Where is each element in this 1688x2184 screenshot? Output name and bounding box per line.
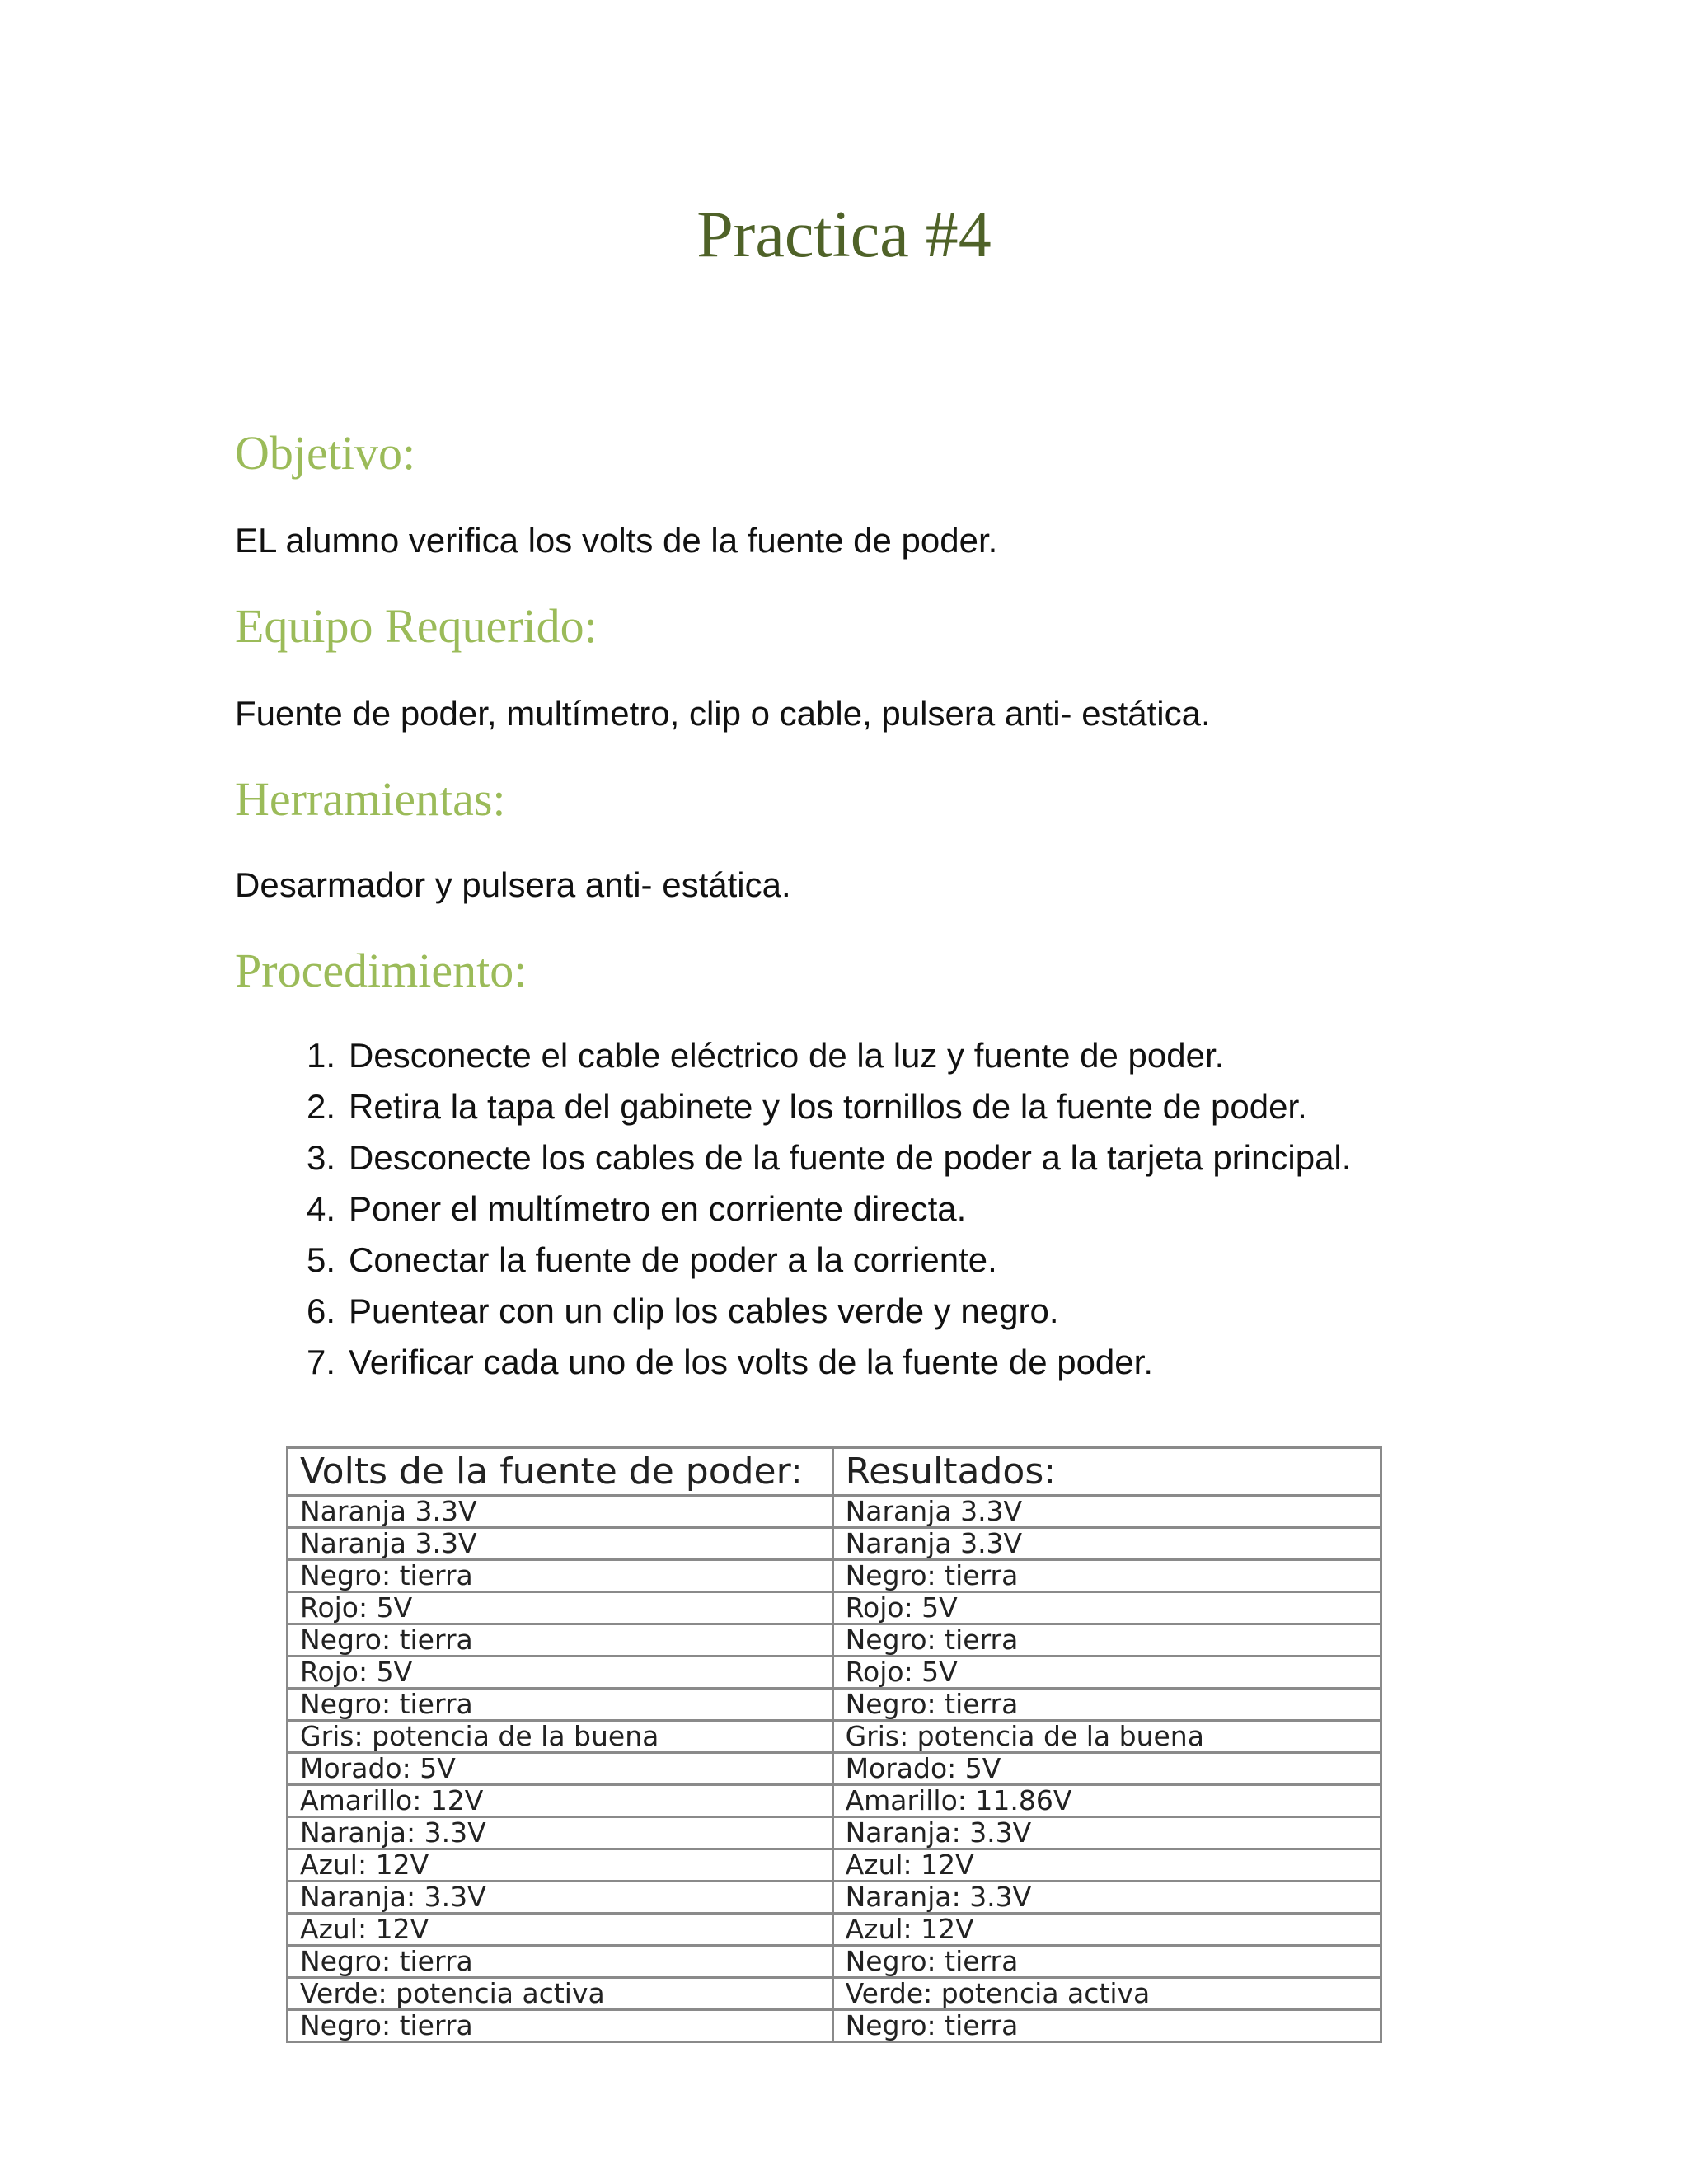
- volts-expected-cell: Negro: tierra: [288, 1560, 833, 1592]
- table-row: [288, 1914, 1381, 1946]
- volts-expected-cell: Morado: 5V: [288, 1753, 833, 1785]
- page-title: Practica #4: [696, 199, 992, 271]
- volts-result-cell: Gris: potencia de la buena: [832, 1721, 1381, 1753]
- volts-expected-cell: Naranja: 3.3V: [288, 1817, 833, 1849]
- objetivo-text: EL alumno verifica los volts de la fuente de poder.: [235, 521, 998, 560]
- step-text: Poner el multímetro en corriente directa.: [349, 1189, 967, 1228]
- volts-expected-cell: Naranja: 3.3V: [288, 1882, 833, 1914]
- equipo-heading: Equipo Requerido:: [235, 599, 598, 653]
- table-row: [288, 1528, 1381, 1560]
- volts-result-cell: Naranja 3.3V: [832, 1496, 1381, 1528]
- step-number: 2.: [306, 1087, 335, 1126]
- volts-result-cell: Morado: 5V: [832, 1753, 1381, 1785]
- table-row: [288, 1946, 1381, 1978]
- volts-result-cell: Negro: tierra: [832, 1560, 1381, 1592]
- volts-result-cell: Negro: tierra: [832, 1946, 1381, 1978]
- step-text: Conectar la fuente de poder a la corriente.: [349, 1240, 997, 1279]
- table-row: [288, 1689, 1381, 1721]
- procedimiento-heading: Procedimiento:: [235, 944, 528, 997]
- volts-expected-cell: Negro: tierra: [288, 1624, 833, 1657]
- step-text: Verificar cada uno de los volts de la fuente de poder.: [349, 1343, 1153, 1381]
- equipo-text: Fuente de poder, multímetro, clip o cable, pulsera anti- estática.: [235, 694, 1211, 733]
- volts-expected-cell: Gris: potencia de la buena: [288, 1721, 833, 1753]
- procedure-step: [235, 1337, 1351, 1388]
- volts-expected-cell: Rojo: 5V: [288, 1657, 833, 1689]
- step-number: 5.: [306, 1240, 335, 1279]
- procedure-list: [235, 1030, 1351, 1388]
- herramientas-text: Desarmador y pulsera anti- estática.: [235, 865, 791, 904]
- table-row: [288, 1753, 1381, 1785]
- table-body: [288, 1496, 1381, 2042]
- volts-result-cell: Verde: potencia activa: [832, 1978, 1381, 2010]
- table-row: [288, 1785, 1381, 1817]
- procedure-step: [235, 1183, 1351, 1235]
- step-text: Puentear con un clip los cables verde y negro.: [349, 1291, 1059, 1330]
- procedure-step: [235, 1081, 1351, 1132]
- table-row: [288, 2010, 1381, 2042]
- step-number: 4.: [306, 1189, 335, 1228]
- volts-expected-cell: Naranja 3.3V: [288, 1496, 833, 1528]
- volts-result-cell: Azul: 12V: [832, 1914, 1381, 1946]
- step-text: Desconecte los cables de la fuente de poder a la tarjeta principal.: [349, 1138, 1352, 1177]
- volts-result-cell: Amarillo: 11.86V: [832, 1785, 1381, 1817]
- column-header-results: Resultados:: [832, 1448, 1381, 1496]
- herramientas-heading: Herramientas:: [235, 772, 506, 826]
- step-number: 3.: [306, 1138, 335, 1177]
- procedure-step: [235, 1286, 1351, 1337]
- step-text: Desconecte el cable eléctrico de la luz y fuente de poder.: [349, 1036, 1225, 1075]
- step-number: 7.: [306, 1343, 335, 1381]
- procedure-step: [235, 1030, 1351, 1081]
- volts-result-cell: Azul: 12V: [832, 1849, 1381, 1882]
- table-row: [288, 1849, 1381, 1882]
- step-text: Retira la tapa del gabinete y los tornillos de la fuente de poder.: [349, 1087, 1307, 1126]
- step-number: 1.: [306, 1036, 335, 1075]
- table-row: [288, 1978, 1381, 2010]
- column-header-volts: Volts de la fuente de poder:: [288, 1448, 833, 1496]
- table-header-row: [288, 1448, 1381, 1496]
- procedure-step: [235, 1132, 1351, 1183]
- volts-expected-cell: Naranja 3.3V: [288, 1528, 833, 1560]
- volts-expected-cell: Azul: 12V: [288, 1849, 833, 1882]
- table-row: [288, 1560, 1381, 1592]
- volts-result-cell: Naranja: 3.3V: [832, 1882, 1381, 1914]
- table-row: [288, 1882, 1381, 1914]
- volts-result-cell: Naranja 3.3V: [832, 1528, 1381, 1560]
- table-row: [288, 1657, 1381, 1689]
- table-row: [288, 1817, 1381, 1849]
- table-row: [288, 1592, 1381, 1624]
- volts-expected-cell: Azul: 12V: [288, 1914, 833, 1946]
- volts-expected-cell: Negro: tierra: [288, 2010, 833, 2042]
- step-number: 6.: [306, 1291, 335, 1330]
- volts-expected-cell: Amarillo: 12V: [288, 1785, 833, 1817]
- volts-result-cell: Rojo: 5V: [832, 1592, 1381, 1624]
- volts-result-cell: Rojo: 5V: [832, 1657, 1381, 1689]
- volts-expected-cell: Rojo: 5V: [288, 1592, 833, 1624]
- objetivo-heading: Objetivo:: [235, 426, 416, 480]
- table-row: [288, 1624, 1381, 1657]
- table-row: [288, 1496, 1381, 1528]
- volts-results-table: [286, 1446, 1382, 2043]
- table-row: [288, 1721, 1381, 1753]
- procedure-step: [235, 1235, 1351, 1286]
- volts-expected-cell: Negro: tierra: [288, 1946, 833, 1978]
- volts-result-cell: Naranja: 3.3V: [832, 1817, 1381, 1849]
- volts-result-cell: Negro: tierra: [832, 1624, 1381, 1657]
- volts-expected-cell: Verde: potencia activa: [288, 1978, 833, 2010]
- volts-result-cell: Negro: tierra: [832, 2010, 1381, 2042]
- volts-result-cell: Negro: tierra: [832, 1689, 1381, 1721]
- volts-expected-cell: Negro: tierra: [288, 1689, 833, 1721]
